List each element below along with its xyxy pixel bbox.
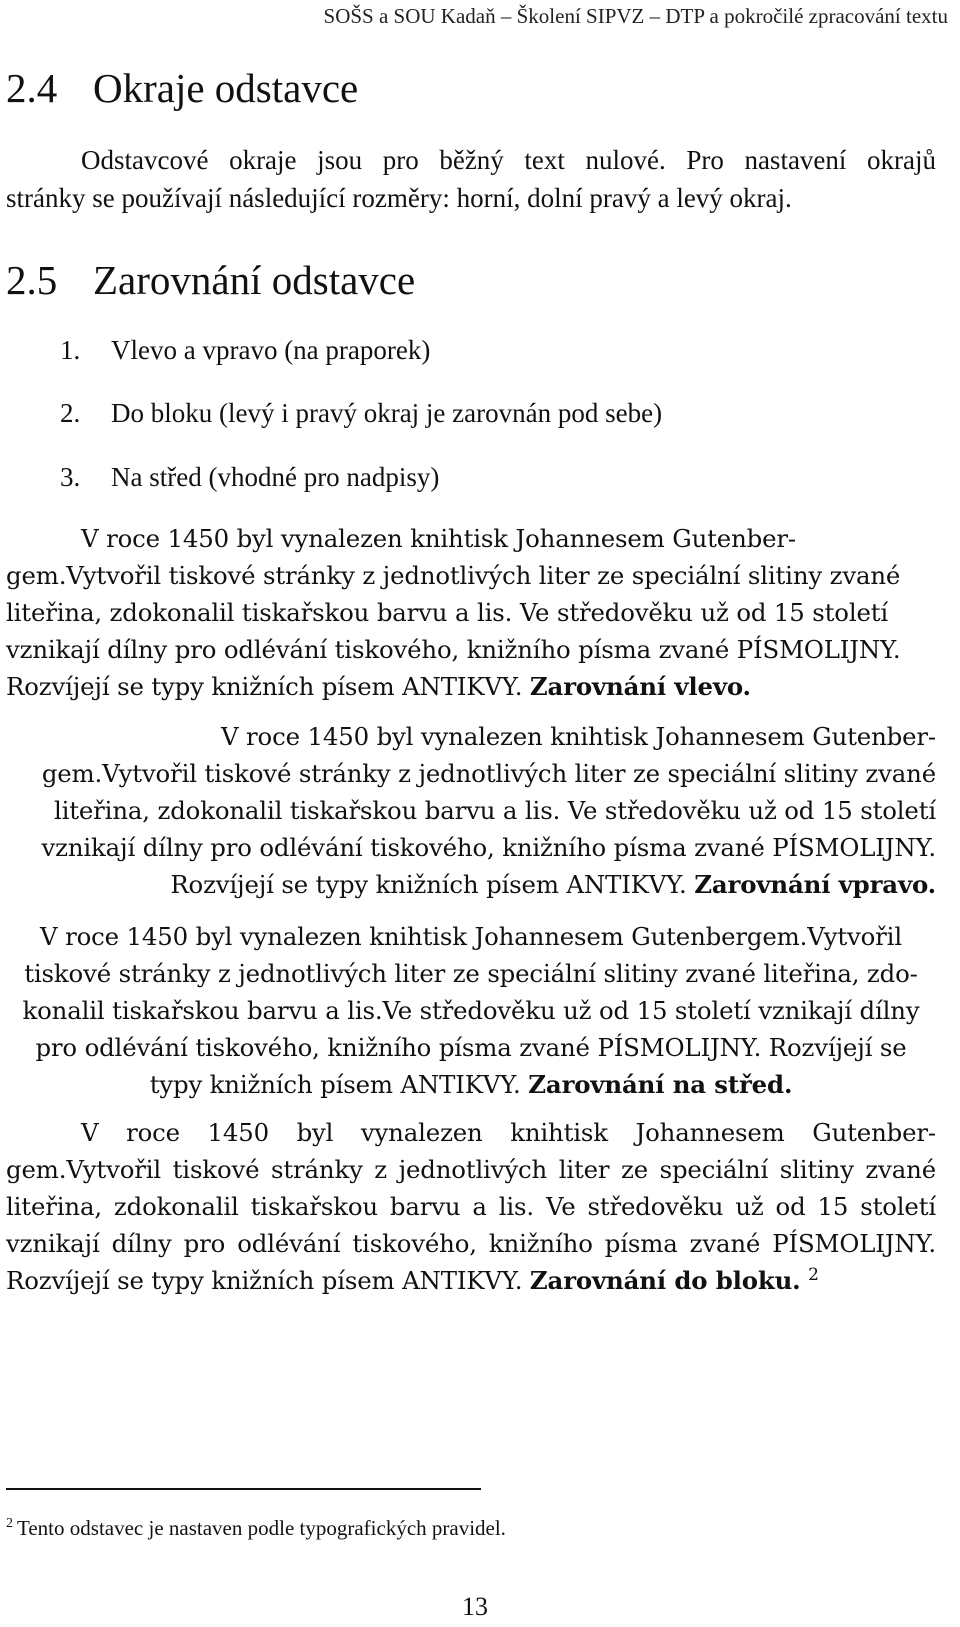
footnote-text: Tento odstavec je nastaven podle typografických pravidel. [17, 1516, 506, 1540]
paragraph-line: tiskové stránky z jednotlivých liter ze speciální slitiny zvané liteřina, zdo- [24, 959, 918, 988]
section-heading-2-5 [6, 256, 415, 304]
alignment-label: Zarovnání vpravo. [694, 870, 936, 899]
running-header: SOŠS a SOU Kadaň – Školení SIPVZ – DTP a pokročilé zpracování textu [323, 4, 948, 28]
section-title: Zarovnání odstavce [93, 257, 416, 303]
list-item-text: Do bloku (levý i pravý okraj je zarovnán pod sebe) [111, 398, 663, 428]
paragraph-line: liteřina, zdokonalil tiskařskou barvu a lis. Ve středověku už od 15 století [6, 1192, 936, 1221]
paragraph-line: Odstavcové okraje jsou pro běžný text nulové. Pro nastavení okrajů [81, 145, 936, 175]
paragraph-line: liteřina, zdokonalil tiskařskou barvu a lis. Ve středověku už od 15 století [53, 796, 936, 825]
footnote [6, 1516, 506, 1541]
footnote-number: 2 [6, 1516, 13, 1531]
alignment-label: Zarovnání na střed. [528, 1070, 793, 1099]
margins-paragraph [6, 142, 936, 217]
paragraph-line: V roce 1450 byl vynalezen knihtisk Johannesem Gutenbergem.Vytvořil [40, 922, 902, 951]
section-number: 2.4 [6, 65, 58, 111]
paragraph-line [6, 668, 936, 705]
list-marker: 2. [60, 398, 81, 428]
paragraph-align-left [6, 520, 936, 705]
section-number: 2.5 [6, 257, 58, 303]
paragraph-line: V roce 1450 byl vynalezen knihtisk Johannesem Gutenber- [81, 1118, 936, 1147]
list-item-text: Na střed (vhodné pro nadpisy) [111, 462, 440, 492]
list-item-text: Vlevo a vpravo (na praporek) [111, 335, 431, 365]
line-text: typy knižních písem ANTIKVY. [149, 1070, 529, 1099]
paragraph-line: konalil tiskařskou barvu a lis.Ve středověku už od 15 století vznikají dílny [22, 996, 920, 1025]
paragraph-line: gem.Vytvořil tiskové stránky z jednotlivých liter ze speciální slitiny zvané [6, 561, 901, 590]
section-title: Okraje odstavce [93, 65, 359, 111]
page-number: 13 [462, 1592, 488, 1621]
list-item [60, 398, 662, 429]
paragraph-line: V roce 1450 byl vynalezen knihtisk Johannesem Gutenber- [220, 722, 936, 751]
paragraph-line: gem.Vytvořil tiskové stránky z jednotlivých liter ze speciální slitiny zvané [41, 759, 936, 788]
paragraph-line [6, 866, 936, 903]
alignment-label: Zarovnání do bloku. [529, 1266, 801, 1295]
paragraph-align-center [6, 918, 936, 1103]
paragraph-line: vznikají dílny pro odlévání tiskového, knižního písma zvané PÍSMOLIJNY. [6, 1229, 936, 1258]
paragraph-line: pro odlévání tiskového, knižního písma zvané PÍSMOLIJNY. Rozvíjejí se [35, 1033, 907, 1062]
alignment-label: Zarovnání vlevo. [529, 672, 751, 701]
paragraph-line: V roce 1450 byl vynalezen knihtisk Johannesem Gutenber- [81, 524, 797, 553]
paragraph-line [6, 1066, 936, 1103]
line-text: Rozvíjejí se typy knižních písem ANTIKVY. [6, 672, 530, 701]
paragraph-align-justify [6, 1114, 936, 1299]
paragraph-line: liteřina, zdokonalil tiskařskou barvu a lis. Ve středověku už od 15 století [6, 598, 889, 627]
paragraph-line [6, 1262, 936, 1299]
list-marker: 1. [60, 335, 81, 365]
section-heading-2-4 [6, 64, 358, 112]
line-text: Rozvíjejí se typy knižních písem ANTIKVY. [170, 870, 695, 899]
paragraph-line: vznikají dílny pro odlévání tiskového, knižního písma zvané PÍSMOLIJNY. [41, 833, 936, 862]
paragraph-align-right [6, 718, 936, 903]
list-marker: 3. [60, 462, 81, 492]
list-item [60, 335, 430, 366]
list-item [60, 462, 439, 493]
paragraph-line: vznikají dílny pro odlévání tiskového, knižního písma zvané PÍSMOLIJNY. [6, 635, 901, 664]
footnote-separator [6, 1488, 481, 1490]
footnote-reference[interactable]: 2 [808, 1264, 819, 1285]
line-text: Rozvíjejí se typy knižních písem ANTIKVY. [6, 1266, 530, 1295]
paragraph-line: stránky se používají následující rozměry: horní, dolní pravý a levý okraj. [6, 182, 792, 213]
paragraph-line: gem.Vytvořil tiskové stránky z jednotlivých liter ze speciální slitiny zvané [6, 1155, 936, 1184]
